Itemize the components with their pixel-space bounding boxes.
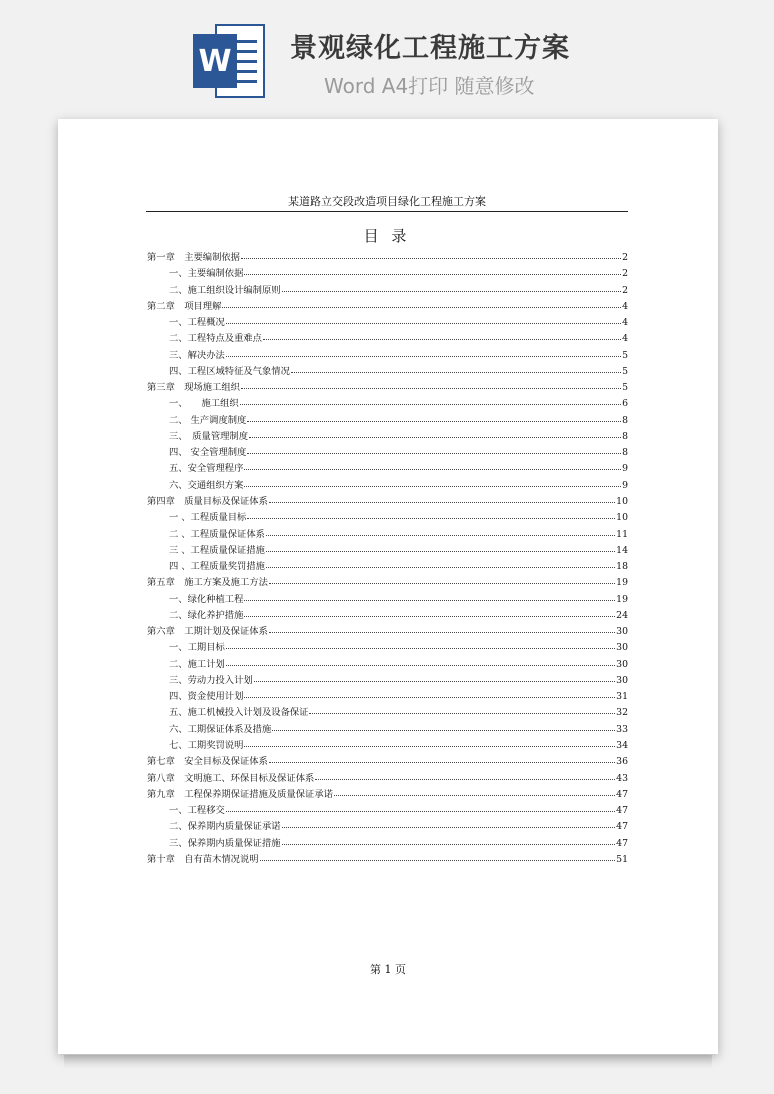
toc-entry[interactable] xyxy=(147,460,628,476)
toc-entry-page: 30 xyxy=(616,674,628,686)
toc-dot-leader xyxy=(241,258,621,259)
toc-entry-label: 二、工程特点及重难点 xyxy=(169,333,262,345)
toc-dot-leader xyxy=(269,502,615,503)
toc-entry[interactable] xyxy=(147,851,628,867)
banner xyxy=(0,0,774,118)
toc-dot-leader xyxy=(244,469,621,470)
toc-entry-page: 47 xyxy=(616,821,628,833)
toc-dot-leader xyxy=(272,730,615,731)
toc-entry-page: 47 xyxy=(616,805,628,817)
toc-entry[interactable] xyxy=(147,639,628,655)
toc-entry[interactable] xyxy=(147,688,628,704)
toc-entry[interactable] xyxy=(147,737,628,753)
toc-entry[interactable] xyxy=(147,721,628,737)
toc-dot-leader xyxy=(241,388,621,389)
toc-entry-label: 第五章 施工方案及施工方法 xyxy=(147,577,268,589)
toc-dot-leader xyxy=(254,681,615,682)
toc-entry-page: 8 xyxy=(622,414,628,426)
toc-entry[interactable] xyxy=(147,282,628,298)
toc-entry[interactable] xyxy=(147,298,628,314)
toc-entry-page: 4 xyxy=(622,300,628,312)
toc-entry-label: 一、工程移交 xyxy=(169,805,225,817)
toc-entry[interactable] xyxy=(147,363,628,379)
toc-entry-page: 51 xyxy=(616,853,628,865)
toc-entry-label: 一、 施工组织 xyxy=(169,398,239,410)
toc-entry-label: 二、施工组织设计编制原则 xyxy=(169,284,281,296)
toc-dot-leader xyxy=(282,844,616,845)
toc-dot-leader xyxy=(247,453,621,454)
toc-entry-page: 2 xyxy=(622,268,628,280)
toc-entry-page: 32 xyxy=(616,707,628,719)
toc-entry-page: 4 xyxy=(622,317,628,329)
toc-entry[interactable] xyxy=(147,265,628,281)
toc-entry-page: 8 xyxy=(622,447,628,459)
toc-entry-label: 二、绿化养护措施 xyxy=(169,609,244,621)
toc-entry[interactable] xyxy=(147,395,628,411)
toc-entry-label: 三、解决办法 xyxy=(169,349,225,361)
toc-dot-leader xyxy=(244,746,615,747)
toc-entry-page: 30 xyxy=(616,642,628,654)
toc-entry-page: 19 xyxy=(616,593,628,605)
toc-entry[interactable] xyxy=(147,526,628,542)
toc-entry-page: 5 xyxy=(622,382,628,394)
toc-entry-page: 31 xyxy=(616,691,628,703)
toc-entry-label: 一 、工程质量目标 xyxy=(169,512,247,524)
toc-entry-page: 11 xyxy=(616,528,628,540)
toc-entry[interactable] xyxy=(147,607,628,623)
toc-entry-page: 5 xyxy=(622,365,628,377)
toc-dot-leader xyxy=(263,339,621,340)
toc-dot-leader xyxy=(244,486,621,487)
toc-dot-leader xyxy=(244,274,621,275)
toc-entry[interactable] xyxy=(147,558,628,574)
header-rule xyxy=(146,211,628,212)
toc-entry-page: 36 xyxy=(616,756,628,768)
toc-entry[interactable] xyxy=(147,477,628,493)
toc-dot-leader xyxy=(282,291,622,292)
toc-dot-leader xyxy=(247,518,615,519)
toc-dot-leader xyxy=(222,307,621,308)
toc-entry-label: 一、主要编制依据 xyxy=(169,268,244,280)
toc-entry-label: 二 、工程质量保证体系 xyxy=(169,528,265,540)
toc-entry-page: 5 xyxy=(622,349,628,361)
toc-dot-leader xyxy=(266,567,615,568)
toc-entry-label: 二、 生产调度制度 xyxy=(169,414,247,426)
toc-entry[interactable] xyxy=(147,428,628,444)
toc-entry[interactable] xyxy=(147,542,628,558)
toc-dot-leader xyxy=(269,762,615,763)
toc-title: 目 录 xyxy=(363,227,411,245)
toc-entry-page: 34 xyxy=(616,739,628,751)
toc-dot-leader xyxy=(334,795,615,796)
toc-entry-label: 七、工期奖罚说明 xyxy=(169,739,244,751)
toc-entry[interactable] xyxy=(147,330,628,346)
toc-entry-label: 六、交通组织方案 xyxy=(169,479,244,491)
toc-entry-label: 一、绿化种植工程 xyxy=(169,593,244,605)
toc-entry-label: 四、资金使用计划 xyxy=(169,691,244,703)
toc-entry[interactable] xyxy=(147,249,628,265)
toc-dot-leader xyxy=(247,421,621,422)
toc-dot-leader xyxy=(226,811,615,812)
toc-entry-page: 47 xyxy=(616,788,628,800)
toc-entry-label: 第九章 工程保养期保证措施及质量保证承诺 xyxy=(147,788,333,800)
toc-dot-leader xyxy=(244,600,615,601)
toc-dot-leader xyxy=(240,404,621,405)
toc-dot-leader xyxy=(249,437,621,438)
toc-entry-label: 二、保养期内质量保证承诺 xyxy=(169,821,281,833)
toc-dot-leader xyxy=(260,860,616,861)
toc-entry-page: 10 xyxy=(616,512,628,524)
toc-entry-page: 19 xyxy=(616,577,628,589)
toc-entry-label: 四 、工程质量奖罚措施 xyxy=(169,561,265,573)
toc-entry[interactable] xyxy=(147,753,628,769)
toc-entry[interactable] xyxy=(147,591,628,607)
toc-entry[interactable] xyxy=(147,493,628,509)
toc-entry[interactable] xyxy=(147,672,628,688)
toc-dot-leader xyxy=(291,372,621,373)
toc-dot-leader xyxy=(244,697,615,698)
toc-entry-label: 四、工程区域特征及气象情况 xyxy=(169,365,290,377)
toc-entry-label: 第三章 现场施工组织 xyxy=(147,382,240,394)
toc-entry[interactable] xyxy=(147,786,628,802)
paper-shadow xyxy=(64,1055,712,1069)
toc-entry[interactable] xyxy=(147,314,628,330)
toc-entry-page: 24 xyxy=(616,609,628,621)
toc-entry-label: 三、保养期内质量保证措施 xyxy=(169,837,281,849)
document-page xyxy=(58,119,718,1054)
word-logo-letter: W xyxy=(193,34,237,88)
toc-entry-page: 10 xyxy=(616,495,628,507)
toc-entry[interactable] xyxy=(147,704,628,720)
toc-entry[interactable] xyxy=(147,802,628,818)
toc-dot-leader xyxy=(269,583,615,584)
toc-entry-label: 第四章 质量目标及保证体系 xyxy=(147,495,268,507)
toc-entry-page: 2 xyxy=(622,252,628,263)
toc-entry-label: 第二章 项目理解 xyxy=(147,300,222,312)
toc-entry-label: 五、施工机械投入计划及设备保证 xyxy=(169,707,309,719)
toc-entry-page: 2 xyxy=(622,284,628,296)
toc-dot-leader xyxy=(282,827,616,828)
document-header: 某道路立交段改造项目绿化工程施工方案 xyxy=(288,195,486,208)
toc-dot-leader xyxy=(266,535,615,536)
toc-entry-label: 一、工期目标 xyxy=(169,642,225,654)
toc-entry-page: 30 xyxy=(616,626,628,638)
toc-dot-leader xyxy=(226,323,621,324)
toc-entry-page: 6 xyxy=(622,398,628,410)
toc-entry-page: 9 xyxy=(622,479,628,491)
toc-entry-page: 30 xyxy=(616,658,628,670)
toc-entry[interactable] xyxy=(147,835,628,851)
toc-entry[interactable] xyxy=(147,412,628,428)
toc-entry-page: 43 xyxy=(616,772,628,784)
toc-entry-label: 第七章 安全目标及保证体系 xyxy=(147,756,268,768)
banner-subtitle: Word A4打印 随意修改 xyxy=(324,74,535,98)
toc-entry-label: 一、工程概况 xyxy=(169,317,225,329)
toc-entry-label: 二、施工计划 xyxy=(169,658,225,670)
toc-dot-leader xyxy=(226,665,615,666)
toc-entry[interactable] xyxy=(147,656,628,672)
toc-entry[interactable] xyxy=(147,444,628,460)
toc-dot-leader xyxy=(309,713,615,714)
toc-dot-leader xyxy=(226,648,615,649)
toc-entry-page: 9 xyxy=(622,463,628,475)
toc-entry-page: 14 xyxy=(616,544,628,556)
toc-entry-page: 4 xyxy=(622,333,628,345)
toc-entry[interactable] xyxy=(147,623,628,639)
toc-entry-label: 四、 安全管理制度 xyxy=(169,447,247,459)
word-document-icon xyxy=(193,24,265,98)
toc-dot-leader xyxy=(315,779,615,780)
toc-entry-label: 第十章 自有苗木情况说明 xyxy=(147,853,259,865)
toc-entry[interactable] xyxy=(147,379,628,395)
toc-entry-label: 三、 质量管理制度 xyxy=(169,430,249,442)
banner-title: 景观绿化工程施工方案 xyxy=(290,33,570,64)
toc-entry[interactable] xyxy=(147,818,628,834)
toc-entry[interactable] xyxy=(147,347,628,363)
toc-dot-leader xyxy=(266,551,615,552)
page-number-footer: 第 1 页 xyxy=(370,963,406,976)
toc-dot-leader xyxy=(244,616,615,617)
toc-entry-label: 第八章 文明施工、环保目标及保证体系 xyxy=(147,772,315,784)
table-of-contents xyxy=(147,249,628,867)
toc-entry-label: 五、安全管理程序 xyxy=(169,463,244,475)
toc-entry-label: 三 、工程质量保证措施 xyxy=(169,544,265,556)
toc-entry-label: 三、劳动力投入计划 xyxy=(169,674,253,686)
toc-entry-page: 8 xyxy=(622,430,628,442)
toc-entry-page: 47 xyxy=(616,837,628,849)
toc-entry[interactable] xyxy=(147,574,628,590)
toc-dot-leader xyxy=(226,356,621,357)
toc-entry-page: 18 xyxy=(616,561,628,573)
toc-entry-label: 第一章 主要编制依据 xyxy=(147,252,240,263)
toc-entry-page: 33 xyxy=(616,723,628,735)
toc-dot-leader xyxy=(269,632,615,633)
toc-entry-label: 六、工期保证体系及措施 xyxy=(169,723,272,735)
toc-entry-label: 第六章 工期计划及保证体系 xyxy=(147,626,268,638)
toc-entry[interactable] xyxy=(147,770,628,786)
toc-entry[interactable] xyxy=(147,509,628,525)
